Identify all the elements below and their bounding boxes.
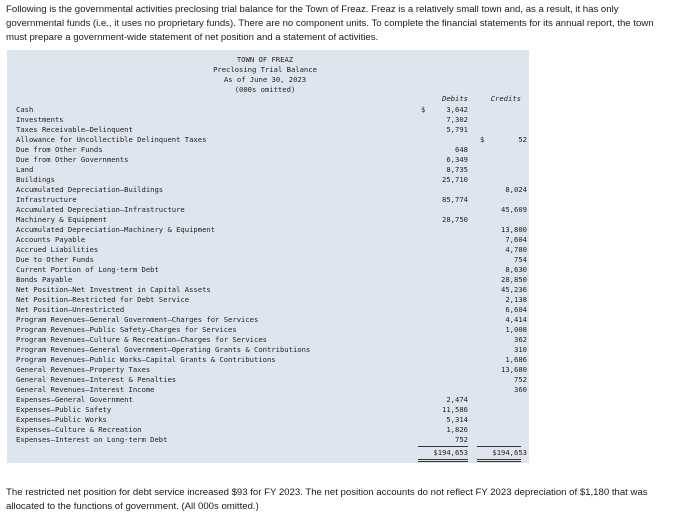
debits-header: Debits — [442, 94, 468, 103]
trial-balance-heading — [7, 55, 529, 95]
account-name: Buildings — [16, 175, 55, 184]
table-row — [16, 415, 529, 425]
account-name: Cash — [16, 105, 34, 114]
town-name: TOWN OF FREAZ — [236, 55, 294, 64]
table-row — [16, 315, 529, 325]
debit-amount: 7,302 — [446, 115, 468, 124]
account-name: Accumulated Depreciation—Buildings — [16, 185, 164, 194]
credit-amount: 4,780 — [505, 245, 527, 254]
account-name: Due to Other Funds — [16, 255, 94, 264]
account-name: General Revenues—Interest Income — [16, 385, 155, 394]
table-row — [16, 325, 529, 335]
table-row — [16, 405, 529, 415]
table-row — [16, 425, 529, 435]
debit-amount: 2,474 — [446, 395, 468, 404]
debit-amount: 1,826 — [446, 425, 468, 434]
table-row — [16, 285, 529, 295]
table-row — [16, 195, 529, 205]
credit-amount: 45,236 — [501, 285, 527, 294]
account-name: Bonds Payable — [16, 275, 73, 284]
table-row — [16, 355, 529, 365]
table-row — [16, 435, 529, 445]
table-row — [16, 295, 529, 305]
table-row — [16, 225, 529, 235]
account-name: Program Revenues—Public Works—Capital Grants & Contributions — [16, 355, 276, 364]
debit-amount: 3,642 — [446, 105, 468, 114]
table-row — [16, 125, 529, 135]
debit-amount: 11,586 — [442, 405, 468, 414]
account-name: Expenses—Culture & Recreation — [16, 425, 142, 434]
credit-amount: 360 — [514, 385, 527, 394]
table-row — [16, 275, 529, 285]
credit-amount: 7,604 — [505, 235, 527, 244]
account-name: Land — [16, 165, 34, 174]
debit-amount: 5,314 — [446, 415, 468, 424]
trial-balance-panel — [7, 50, 529, 463]
credits-double-rule — [477, 459, 521, 462]
credit-amount: 4,414 — [505, 315, 527, 324]
total-credits: $194,653 — [492, 448, 527, 457]
units-note: (000s omitted) — [234, 85, 296, 94]
credit-amount: 2,138 — [505, 295, 527, 304]
credit-amount: 362 — [514, 335, 527, 344]
debits-double-rule — [418, 459, 468, 462]
table-row — [16, 105, 529, 115]
credit-amount: 52 — [518, 135, 527, 144]
table-row — [16, 345, 529, 355]
debit-amount: 25,710 — [442, 175, 468, 184]
currency-symbol: $ — [421, 105, 426, 114]
table-row — [16, 205, 529, 215]
account-name: Expenses—Interest on Long-term Debt — [16, 435, 168, 444]
debit-amount: 85,774 — [442, 195, 468, 204]
account-name: Expenses—Public Safety — [16, 405, 112, 414]
credit-amount: 754 — [514, 255, 527, 264]
intro-paragraph: Following is the governmental activities preclosing trial balance for the Town of Freaz. Freaz is a relatively small town and, as a result, it has only governmental funds (i.e., it uses no proprietary funds). There are no component units. To complete the financial statements for its annual report, the town must prepare a government-wide statement of net position and a statement of activities. — [6, 4, 654, 43]
table-row — [16, 305, 529, 315]
totals-row — [16, 447, 529, 459]
account-name: Investments — [16, 115, 64, 124]
statement-date: As of June 30, 2023 — [223, 75, 307, 84]
table-row — [16, 175, 529, 185]
table-row — [16, 255, 529, 265]
table-row — [16, 145, 529, 155]
table-row — [16, 235, 529, 245]
credit-amount: 13,800 — [501, 225, 527, 234]
credit-amount: 8,024 — [505, 185, 527, 194]
account-name: Allowance for Uncollectible Delinquent Taxes — [16, 135, 207, 144]
credits-header: Credits — [490, 94, 521, 103]
account-name: Program Revenues—Public Safety—Charges for Services — [16, 325, 237, 334]
table-row — [16, 335, 529, 345]
account-name: Program Revenues—General Government—Charges for Services — [16, 315, 259, 324]
table-row — [16, 395, 529, 405]
total-debits: $194,653 — [433, 448, 468, 457]
debit-amount: 28,750 — [442, 215, 468, 224]
credit-amount: 752 — [514, 375, 527, 384]
account-name: Accumulated Depreciation—Infrastructure — [16, 205, 185, 214]
account-name: Due from Other Governments — [16, 155, 129, 164]
account-name: Expenses—Public Works — [16, 415, 107, 424]
table-row — [16, 265, 529, 275]
account-name: Net Position—Unrestricted — [16, 305, 125, 314]
account-name: General Revenues—Interest & Penalties — [16, 375, 177, 384]
account-name: Machinery & Equipment — [16, 215, 107, 224]
account-name: Expenses—General Government — [16, 395, 133, 404]
table-row — [16, 165, 529, 175]
table-row — [16, 375, 529, 385]
closing-paragraph: The restricted net position for debt service increased $93 for FY 2023. The net position accounts do not reflect FY 2023 depreciation of $1,180 that was allocated to the functions of government. (All 000s omitted.) — [6, 487, 648, 512]
account-name: Net Position—Net Investment in Capital Assets — [16, 285, 211, 294]
table-row — [16, 135, 529, 145]
debit-amount: 752 — [455, 435, 468, 444]
account-name: Taxes Receivable—Delinquent — [16, 125, 133, 134]
account-name: Program Revenues—Culture & Recreation—Charges for Services — [16, 335, 267, 344]
credit-amount: 1,686 — [505, 355, 527, 364]
credit-amount: 45,609 — [501, 205, 527, 214]
account-name: Program Revenues—General Government—Operating Grants & Contributions — [16, 345, 311, 354]
credit-amount: 13,680 — [501, 365, 527, 374]
account-name: Accounts Payable — [16, 235, 86, 244]
currency-symbol: $ — [480, 135, 485, 144]
table-row — [16, 115, 529, 125]
credit-amount: 8,630 — [505, 265, 527, 274]
debit-amount: 6,349 — [446, 155, 468, 164]
account-name: Due from Other Funds — [16, 145, 103, 154]
debit-amount: 8,735 — [446, 165, 468, 174]
table-row — [16, 385, 529, 395]
account-name: Current Portion of Long-term Debt — [16, 265, 159, 274]
credit-amount: 310 — [514, 345, 527, 354]
account-name: Accumulated Depreciation—Machinery & Equipment — [16, 225, 216, 234]
table-row — [16, 215, 529, 225]
debit-amount: 5,791 — [446, 125, 468, 134]
credit-amount: 6,604 — [505, 305, 527, 314]
table-row — [16, 365, 529, 375]
table-row — [16, 155, 529, 165]
table-row — [16, 245, 529, 255]
account-name: Net Position—Restricted for Debt Service — [16, 295, 190, 304]
statement-title: Preclosing Trial Balance — [213, 65, 317, 74]
trial-balance-rows — [16, 105, 529, 445]
account-name: General Revenues—Property Taxes — [16, 365, 151, 374]
table-row — [16, 185, 529, 195]
credit-amount: 28,850 — [501, 275, 527, 284]
debit-amount: 648 — [455, 145, 468, 154]
credit-amount: 1,008 — [505, 325, 527, 334]
account-name: Infrastructure — [16, 195, 77, 204]
account-name: Accrued Liabilities — [16, 245, 99, 254]
